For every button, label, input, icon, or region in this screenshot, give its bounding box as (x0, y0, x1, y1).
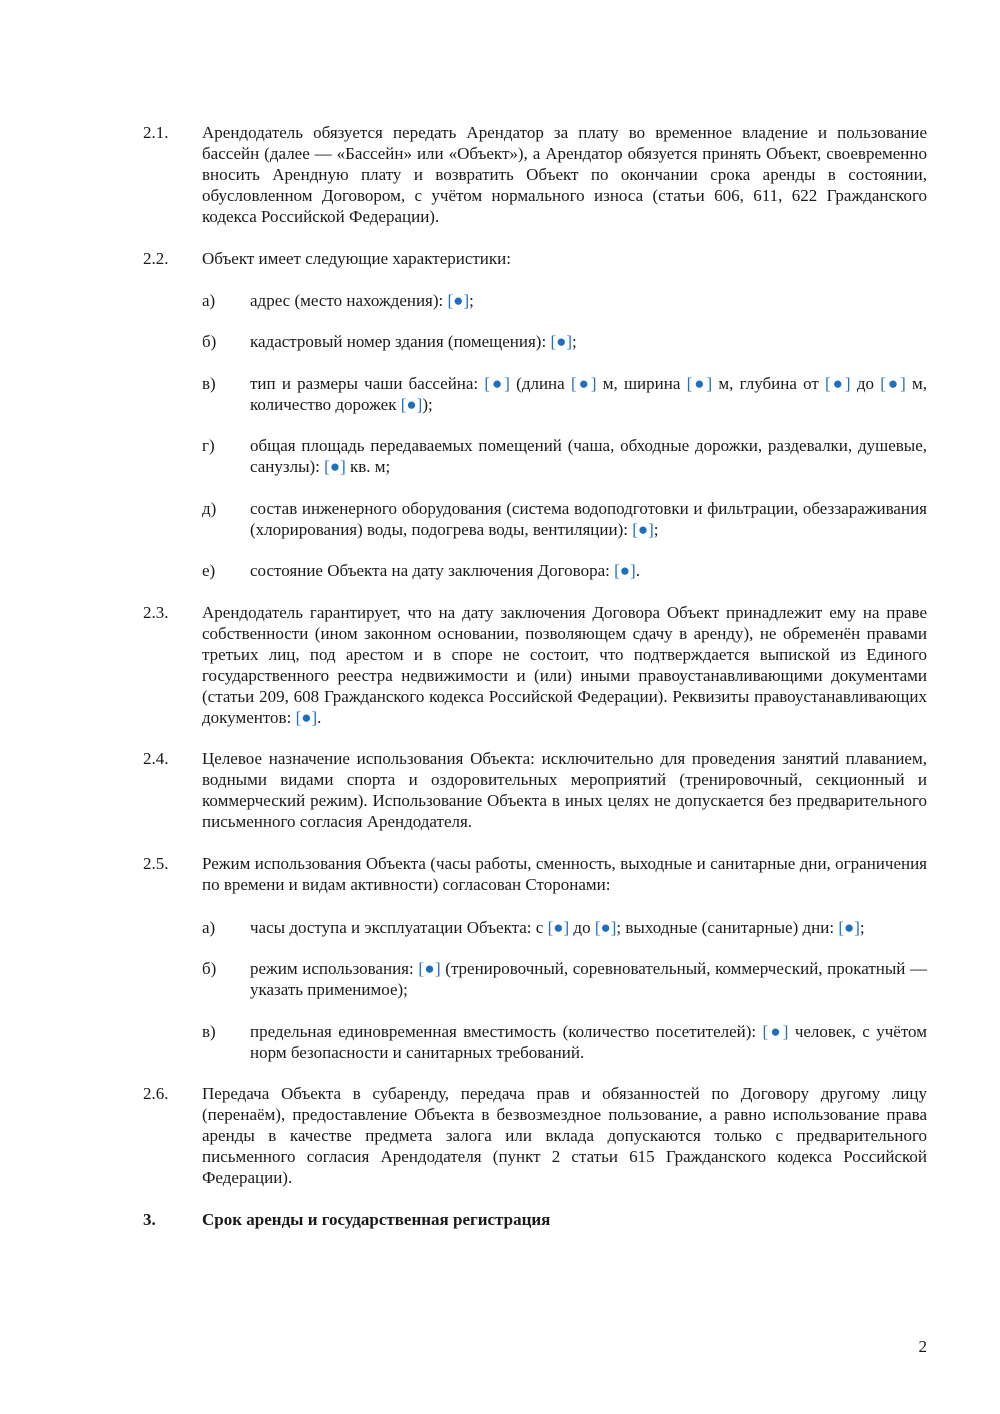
placeholder-marker: [●] (825, 374, 851, 393)
list-letter: б) (202, 332, 217, 351)
placeholder-marker: [●] (838, 918, 860, 937)
placeholder-marker: [●] (614, 561, 636, 580)
list-item-text: предельная единовременная вместимость (количество посетителей): [●] человек, с учётом норм безопасности и санитарных требований. (250, 1022, 927, 1062)
clause-text: Передача Объекта в субаренду, передача прав и обязанностей по Договору другому лицу (перенаём), предоставление Объекта в безвозмездное пользование, а равно использование права аренды в качестве предмета залога или вклада допускаются только с предварительного письменного согласия Арендодателя (пункт 2 статьи 615 Гражданского кодекса Российской Федерации). (202, 1084, 927, 1187)
placeholder-marker: [●] (686, 374, 713, 393)
list-item-text: режим использования: [●] (тренировочный, соревновательный, коммерческий, прокатный — указать применимое); (250, 959, 928, 999)
placeholder-marker: [●] (400, 395, 423, 414)
placeholder-marker: [●] (550, 332, 573, 351)
section-number: 3. (143, 1210, 156, 1229)
placeholder-marker: [●] (547, 918, 570, 937)
list-letter: в) (202, 1022, 216, 1041)
clause-number: 2.1. (143, 123, 169, 142)
list-item-text: общая площадь передаваемых помещений (чаша, обходные дорожки, раздевалки, душевые, санузлы): [●] кв. м; (250, 436, 927, 476)
list-letter: г) (202, 436, 215, 455)
list-letter: д) (202, 499, 217, 518)
list-letter: а) (202, 291, 216, 310)
clause-text: Арендодатель обязуется передать Арендатор за плату во временное владение и пользование бассейн (далее — «Бассейн» или «Объект»), а Арендатор обязуется принять Объект, своевременно вносить Арендную плату и возвратить Объект по окончании срока аренды в состоянии, обусловленном Договором, с учётом нормального износа (статьи 606, 611, 622 Гражданского кодекса Российской Федерации). (202, 123, 927, 226)
placeholder-marker: [●] (880, 374, 906, 393)
list-letter: б) (202, 959, 217, 978)
clause-number: 2.6. (143, 1084, 169, 1103)
clause-number: 2.2. (143, 249, 169, 268)
list-item-text: состав инженерного оборудования (система водоподготовки и фильтрации, обеззараживания (хлорирования) воды, подогрева воды, вентиляции): [●]; (250, 499, 927, 539)
clause-text: Целевое назначение использования Объекта: исключительно для проведения занятий плаванием, водными видами спорта и оздоровительных мероприятий (тренировочный, секционный и коммерческий режим). Использование Объекта в иных целях не допускается без предварительного письменного согласия Арендодателя. (202, 749, 927, 831)
clause-text: Арендодатель гарантирует, что на дату заключения Договора Объект принадлежит ему на праве собственности (ином законном основании, позволяющем сдачу в аренду), не обременён правами третьих лиц, под арестом и в споре не состоит, что подтверждается выпиской из Единого государственного реестра недвижимости и (или) иными правоустанавливающими документами (статьи 209, 608 Гражданского кодекса Российской Федерации). Реквизиты правоустанавливающих документов: [●]. (202, 603, 927, 727)
clause-number: 2.3. (143, 603, 169, 622)
page-number: 2 (918, 1337, 927, 1356)
list-item-text: состояние Объекта на дату заключения Договора: [●]. (250, 561, 640, 580)
placeholder-marker: [●] (484, 374, 510, 393)
placeholder-marker: [●] (295, 708, 318, 727)
clause-text: Режим использования Объекта (часы работы, сменность, выходные и санитарные дни, ограничения по времени и видам активности) согласован Сторонами: (202, 854, 927, 894)
placeholder-marker: [●] (632, 520, 654, 539)
list-item-text: кадастровый номер здания (помещения): [●]; (250, 332, 577, 351)
list-letter: а) (202, 918, 216, 937)
placeholder-marker: [●] (418, 959, 441, 978)
list-letter: в) (202, 374, 216, 393)
clause-number: 2.5. (143, 854, 169, 873)
placeholder-marker: [●] (447, 291, 470, 310)
section-title: Срок аренды и государственная регистрация (202, 1210, 551, 1229)
clause-number: 2.4. (143, 749, 169, 768)
placeholder-marker: [●] (594, 918, 617, 937)
list-letter: е) (202, 561, 216, 580)
list-item-text: адрес (место нахождения): [●]; (250, 291, 474, 310)
list-item-text: часы доступа и эксплуатации Объекта: с [●] до [●]; выходные (санитарные) дни: [●]; (250, 918, 865, 937)
list-item-text: тип и размеры чаши бассейна: [●] (длина [●] м, ширина [●] м, глубина от [●] до [●] м, количество дорожек [●]); (250, 374, 927, 414)
placeholder-marker: [●] (324, 457, 346, 476)
clause-text: Объект имеет следующие характеристики: (202, 249, 511, 268)
placeholder-marker: [●] (762, 1022, 789, 1041)
placeholder-marker: [●] (570, 374, 597, 393)
